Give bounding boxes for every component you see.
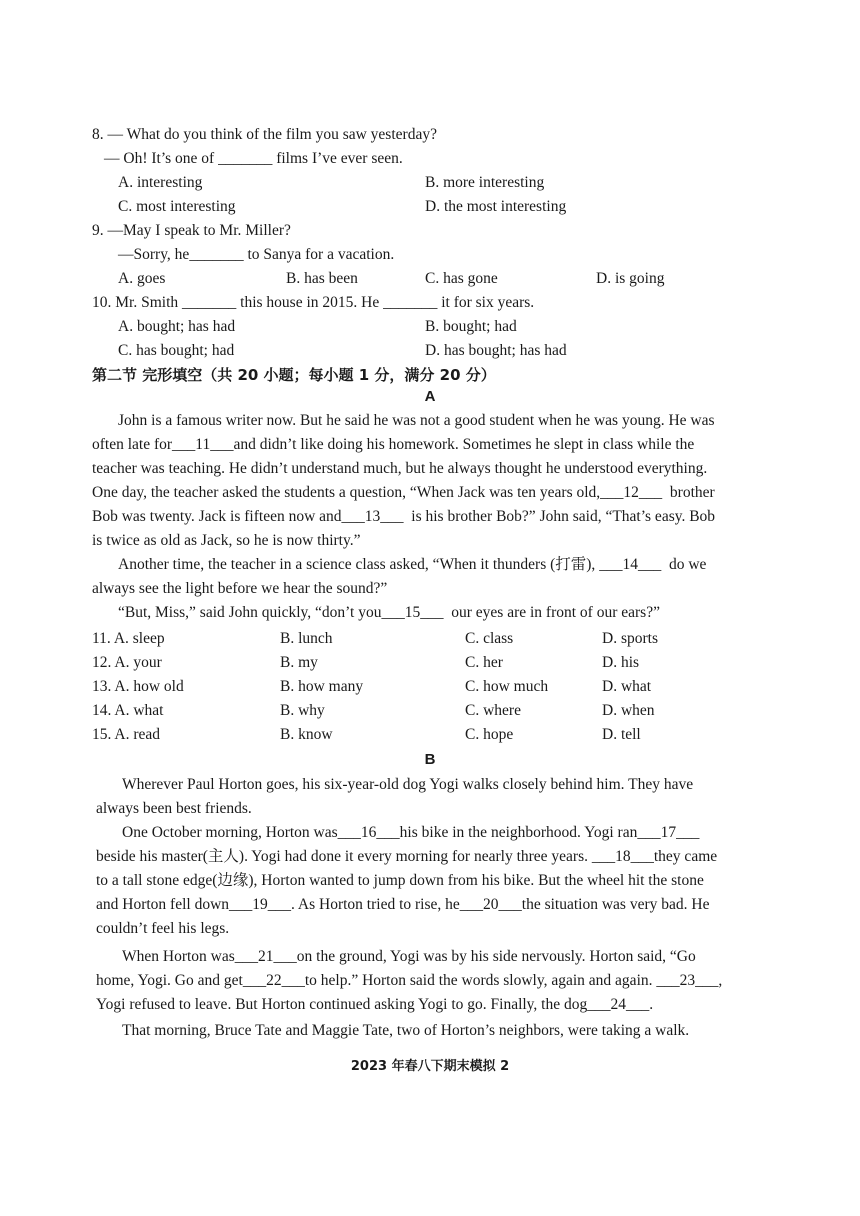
q8-stem: 8. — What do you think of the film you saw yesterday? [92, 126, 437, 143]
option-row: 15. A. read [92, 726, 161, 743]
passage-b-line: That morning, Bruce Tate and Maggie Tate, two of Horton’s neighbors, were taking a walk. [122, 1022, 690, 1039]
blank-21: ___21___ [234, 948, 297, 965]
q10-option-d: D. has bought; has had [425, 342, 567, 359]
section-heading: 第二节 完形填空（共 20 小题；每小题 1 分，满分 20 分） [92, 366, 496, 384]
blank-24: ___24___ [587, 996, 650, 1013]
blank-12: ___12___ [600, 484, 663, 501]
passage-a-line: is twice as old as Jack, so he is now thirty.” [92, 532, 361, 549]
passage-b-line: and Horton fell down___19___. As Horton tried to rise, he___20___the situation was very bad. He [96, 896, 710, 913]
option-row: C. hope [465, 726, 514, 743]
passage-b-line: couldn’t feel his legs. [96, 920, 230, 937]
q9-option-d: D. is going [596, 270, 665, 287]
q8-option-d: D. the most interesting [425, 198, 567, 215]
passage-a-line: always see the light before we hear the sound?” [92, 580, 388, 597]
q9-option-a: A. goes [118, 270, 166, 287]
option-row: 14. A. what [92, 702, 164, 719]
q9-reply: —Sorry, he_______ to Sanya for a vacation. [118, 246, 395, 263]
passage-b-line: Wherever Paul Horton goes, his six-year-old dog Yogi walks closely behind him. They have [122, 776, 694, 793]
option-row: D. tell [602, 726, 641, 743]
passage-b-line: When Horton was___21___on the ground, Yogi was by his side nervously. Horton said, “Go [122, 948, 696, 965]
blank-19: ___19___ [229, 896, 292, 913]
blank-14: ___14___ [599, 556, 662, 573]
q9-option-c: C. has gone [425, 270, 498, 287]
q8-option-a: A. interesting [118, 174, 203, 191]
passage-b-line: always been best friends. [96, 800, 252, 817]
passage-b-label: B [424, 751, 436, 768]
option-row: 11. A. sleep [92, 630, 165, 647]
blank-22: ___22___ [242, 972, 305, 989]
passage-a-line: Another time, the teacher in a science class asked, “When it thunders (打雷), ___14___ do we [118, 556, 707, 573]
q9-option-b: B. has been [286, 270, 358, 287]
passage-a-line: often late for___11___and didn’t like doing his homework. Sometimes he slept in class while the [92, 436, 695, 453]
blank-16: ___16___ [337, 824, 400, 841]
blank-23: ___23___ [656, 972, 719, 989]
passage-a-label: A [424, 388, 436, 405]
q8-option-b: B. more interesting [425, 174, 545, 191]
q10-stem: 10. Mr. Smith _______ this house in 2015. He _______ it for six years. [92, 294, 535, 311]
option-row: D. what [602, 678, 652, 695]
option-row: B. my [280, 654, 318, 671]
option-row: C. her [465, 654, 503, 671]
option-row: D. his [602, 654, 640, 671]
page-footer: 2023 年春八下期末模拟 2 [350, 1059, 510, 1074]
passage-a-line: teacher was teaching. He didn’t understand much, but he always thought he understood everything. [92, 460, 708, 477]
q10-option-c: C. has bought; had [118, 342, 235, 359]
passage-a-line: “But, Miss,” said John quickly, “don’t you___15___ our eyes are in front of our ears?” [118, 604, 660, 621]
option-row: C. how much [465, 678, 549, 695]
blank-18: ___18___ [591, 848, 654, 865]
blank-11: ___11___ [172, 436, 234, 453]
q8-option-c: C. most interesting [118, 198, 236, 215]
passage-b-line: One October morning, Horton was___16___his bike in the neighborhood. Yogi ran___17___ [122, 824, 700, 841]
blank-15: ___15___ [381, 604, 444, 621]
option-row: B. lunch [280, 630, 333, 647]
option-row: D. sports [602, 630, 658, 647]
passage-b-line: beside his master(主人). Yogi had done it every morning for nearly three years. ___18___they came [96, 848, 718, 865]
q10-option-a: A. bought; has had [118, 318, 236, 335]
option-row: D. when [602, 702, 655, 719]
q8-reply: — Oh! It’s one of _______ films I’ve ever seen. [104, 150, 403, 167]
option-row: B. know [280, 726, 333, 743]
option-row: B. how many [280, 678, 364, 695]
blank-17: ___17___ [637, 824, 700, 841]
passage-b-line: to a tall stone edge(边缘), Horton wanted to jump down from his bike. But the wheel hit the stone [96, 872, 704, 889]
blank-13: ___13___ [341, 508, 404, 525]
option-row: C. class [465, 630, 514, 647]
q10-option-b: B. bought; had [425, 318, 517, 335]
passage-b-line: home, Yogi. Go and get___22___to help.” Horton said the words slowly, again and again. ___23___, [96, 972, 723, 989]
passage-b-line: Yogi refused to leave. But Horton continued asking Yogi to go. Finally, the dog___24___. [96, 996, 654, 1013]
option-row: 13. A. how old [92, 678, 184, 695]
passage-a-line: Bob was twenty. Jack is fifteen now and___13___ is his brother Bob?” John said, “That’s easy. Bob [92, 508, 716, 525]
passage-a-line: One day, the teacher asked the students a question, “When Jack was ten years old,___12___ brother [92, 484, 715, 501]
q9-stem: 9. —May I speak to Mr. Miller? [92, 222, 291, 239]
option-row: C. where [465, 702, 521, 719]
passage-a-line: John is a famous writer now. But he said he was not a good student when he was young. He was [118, 412, 715, 429]
blank-20: ___20___ [459, 896, 522, 913]
option-row: 12. A. your [92, 654, 162, 671]
option-row: B. why [280, 702, 325, 719]
